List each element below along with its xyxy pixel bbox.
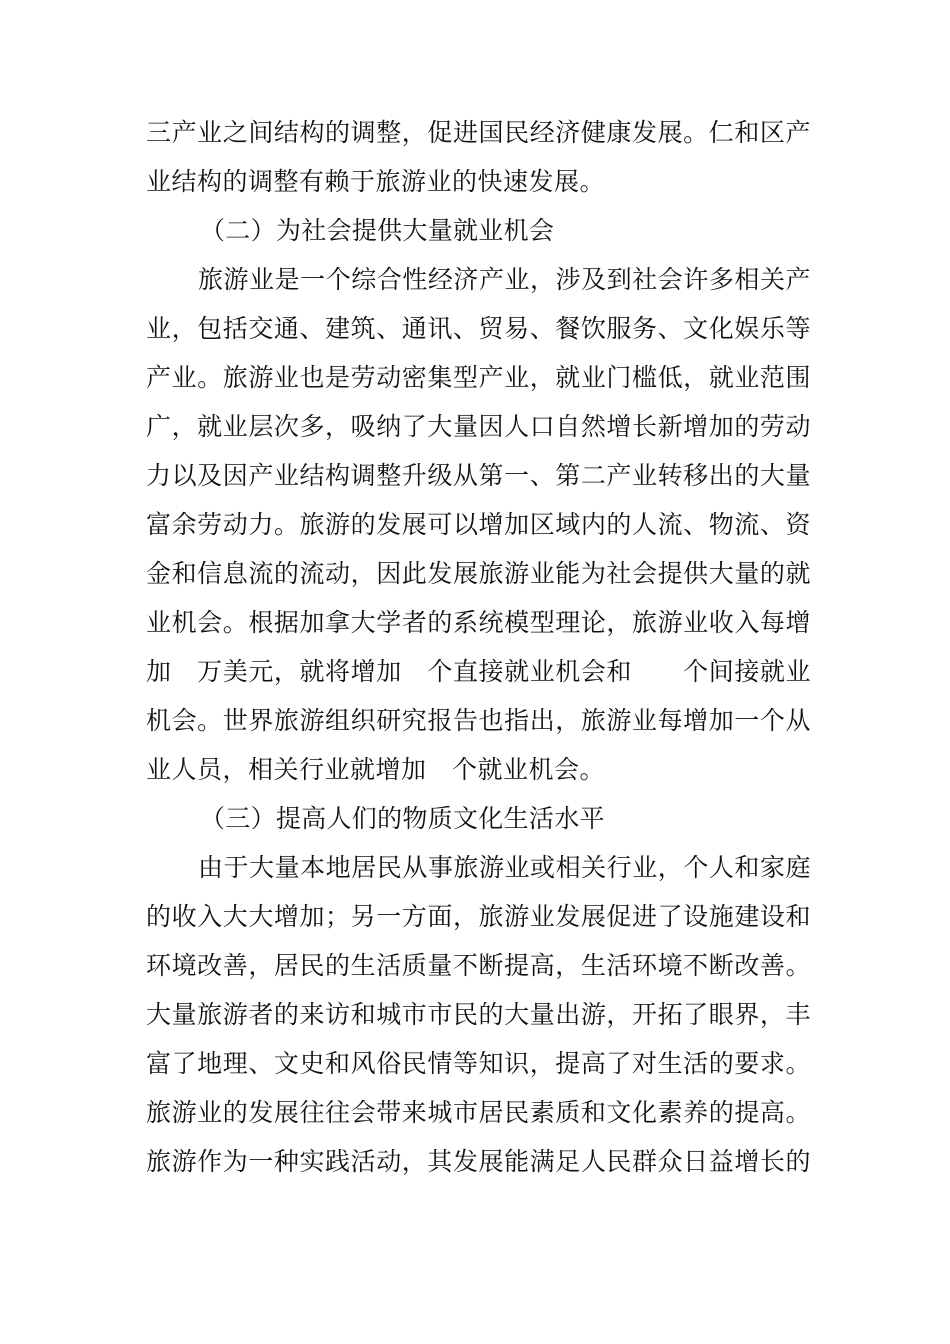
paragraph-line: 广，就业层次多，吸纳了大量因人口自然增长新增加的劳动 (146, 412, 811, 441)
paragraph-line: 环境改善，居民的生活质量不断提高，生活环境不断改善。 (146, 951, 811, 980)
paragraph-line: 机会。世界旅游组织研究报告也指出，旅游业每增加一个从 (146, 706, 811, 735)
paragraph-line: 的收入大大增加；另一方面，旅游业发展促进了设施建设和 (146, 902, 811, 931)
paragraph-line: 力以及因产业结构调整升级从第一、第二产业转移出的大量 (146, 461, 811, 490)
section-heading: （三）提高人们的物质文化生活水平 (200, 804, 605, 833)
paragraph-line: 由于大量本地居民从事旅游业或相关行业，个人和家庭 (198, 853, 811, 882)
paragraph-line: 业，包括交通、建筑、通讯、贸易、餐饮服务、文化娱乐等 (146, 314, 811, 343)
paragraph-line: 三产业之间结构的调整，促进国民经济健康发展。仁和区产 (146, 118, 811, 147)
body-text (146, 108, 811, 1186)
paragraph-line: 旅游业是一个综合性经济产业，涉及到社会许多相关产 (198, 265, 811, 294)
paragraph-line: 大量旅游者的来访和城市市民的大量出游，开拓了眼界，丰 (146, 1000, 811, 1029)
paragraph-line: 富了地理、文史和风俗民情等知识，提高了对生活的要求。 (146, 1049, 811, 1078)
paragraph-line: 加 万美元，就将增加 个直接就业机会和 个间接就业 (146, 657, 811, 686)
paragraph-line: 业机会。根据加拿大学者的系统模型理论，旅游业收入每增 (146, 608, 811, 637)
paragraph-line: 金和信息流的流动，因此发展旅游业能为社会提供大量的就 (146, 559, 811, 588)
paragraph-line: 业结构的调整有赖于旅游业的快速发展。 (146, 167, 606, 196)
paragraph-line: 产业。旅游业也是劳动密集型产业，就业门槛低，就业范围 (146, 363, 811, 392)
paragraph-line: 旅游业的发展往往会带来城市居民素质和文化素养的提高。 (146, 1098, 811, 1127)
section-heading: （二）为社会提供大量就业机会 (200, 216, 555, 245)
paragraph-line: 旅游作为一种实践活动，其发展能满足人民群众日益增长的 (146, 1147, 811, 1176)
paragraph-line: 业人员，相关行业就增加 个就业机会。 (146, 755, 606, 784)
paragraph-line: 富余劳动力。旅游的发展可以增加区域内的人流、物流、资 (146, 510, 811, 539)
